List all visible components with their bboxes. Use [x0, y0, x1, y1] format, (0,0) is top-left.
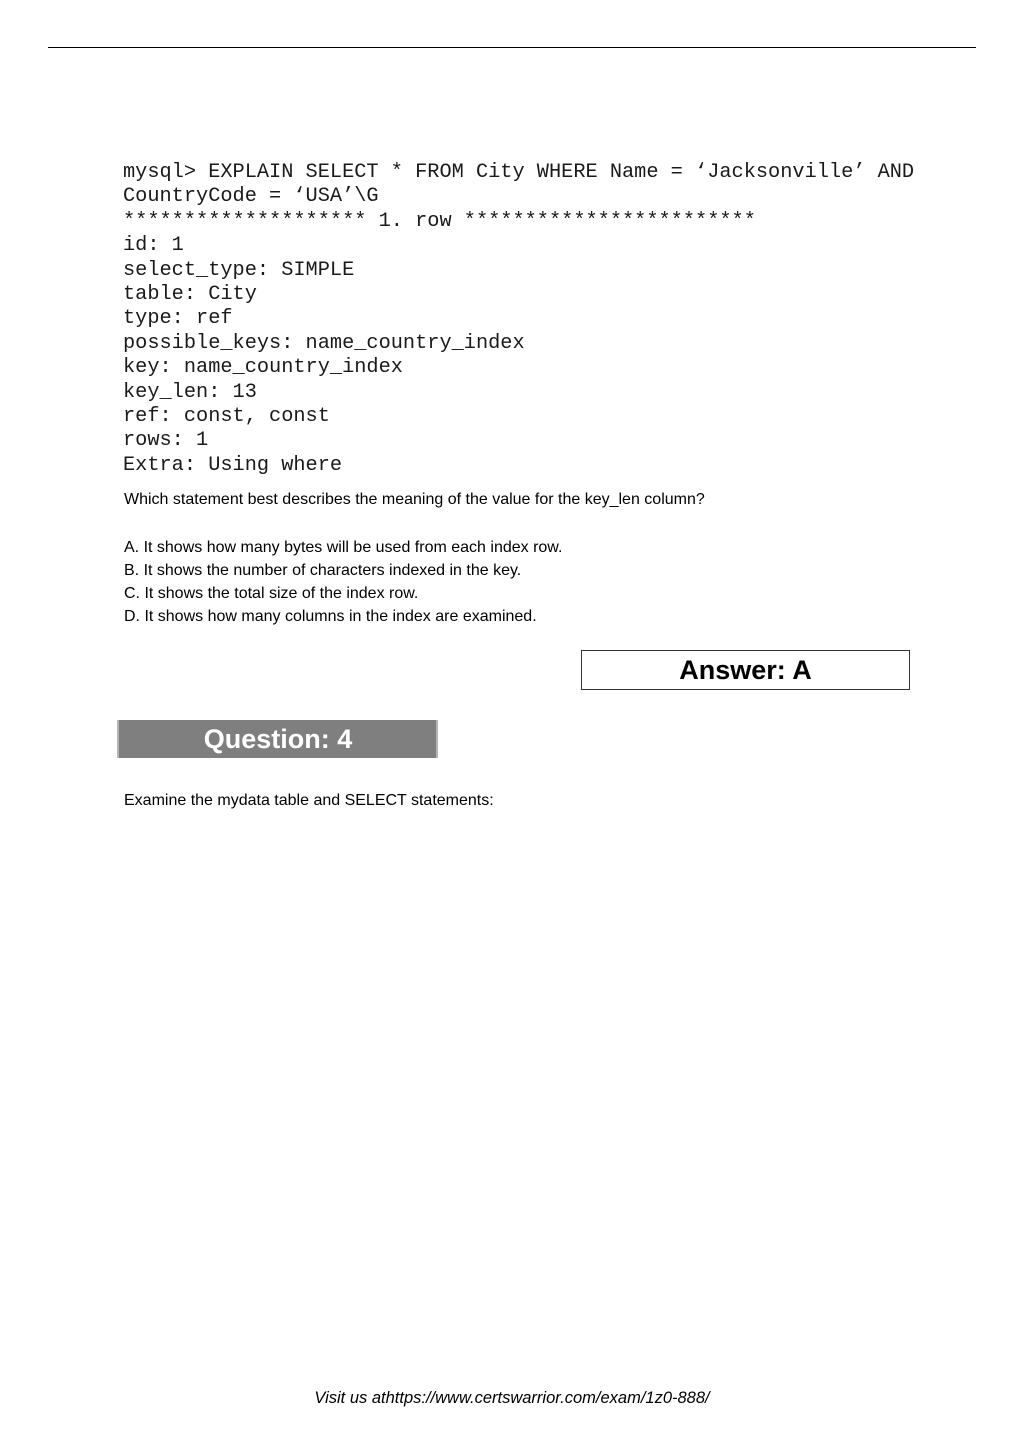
- code-line: key_len: 13: [123, 380, 257, 404]
- code-line: table: City: [123, 282, 257, 306]
- question-text: Which statement best describes the meaning of the value for the key_len column?: [124, 491, 705, 508]
- option-c: C. It shows the total size of the index row.: [124, 585, 419, 602]
- answer-box: [581, 650, 910, 690]
- option-b: B. It shows the number of characters indexed in the key.: [124, 562, 522, 579]
- answer-label: Answer: A: [679, 654, 812, 685]
- header-divider: [48, 47, 976, 48]
- code-line: id: 1: [123, 234, 184, 258]
- code-line: mysql> EXPLAIN SELECT * FROM City WHERE Name = ‘Jacksonville’ AND: [123, 161, 915, 184]
- code-line: select_type: SIMPLE: [123, 258, 355, 282]
- code-line: rows: 1: [123, 429, 209, 453]
- footer-link-text: Visit us athttps://www.certswarrior.com/exam/1z0-888/: [314, 1389, 710, 1407]
- question-banner: [117, 720, 438, 758]
- explain-output-code-block: [123, 161, 914, 478]
- question-prompt-text: Examine the mydata table and SELECT statements:: [124, 792, 494, 809]
- code-line: CountryCode = ‘USA’\G: [123, 185, 379, 209]
- code-line: Extra: Using where: [123, 453, 343, 477]
- code-line: key: name_country_index: [123, 356, 403, 380]
- code-line: possible_keys: name_country_index: [123, 331, 525, 355]
- option-a: A. It shows how many bytes will be used from each index row.: [124, 539, 563, 556]
- code-line: ******************** 1. row ************************: [123, 209, 756, 233]
- code-line: type: ref: [123, 307, 233, 331]
- option-d: D. It shows how many columns in the index are examined.: [124, 608, 537, 625]
- answer-options-list: [124, 536, 562, 628]
- code-line: ref: const, const: [123, 404, 330, 428]
- question-number-title: Question: 4: [203, 723, 353, 754]
